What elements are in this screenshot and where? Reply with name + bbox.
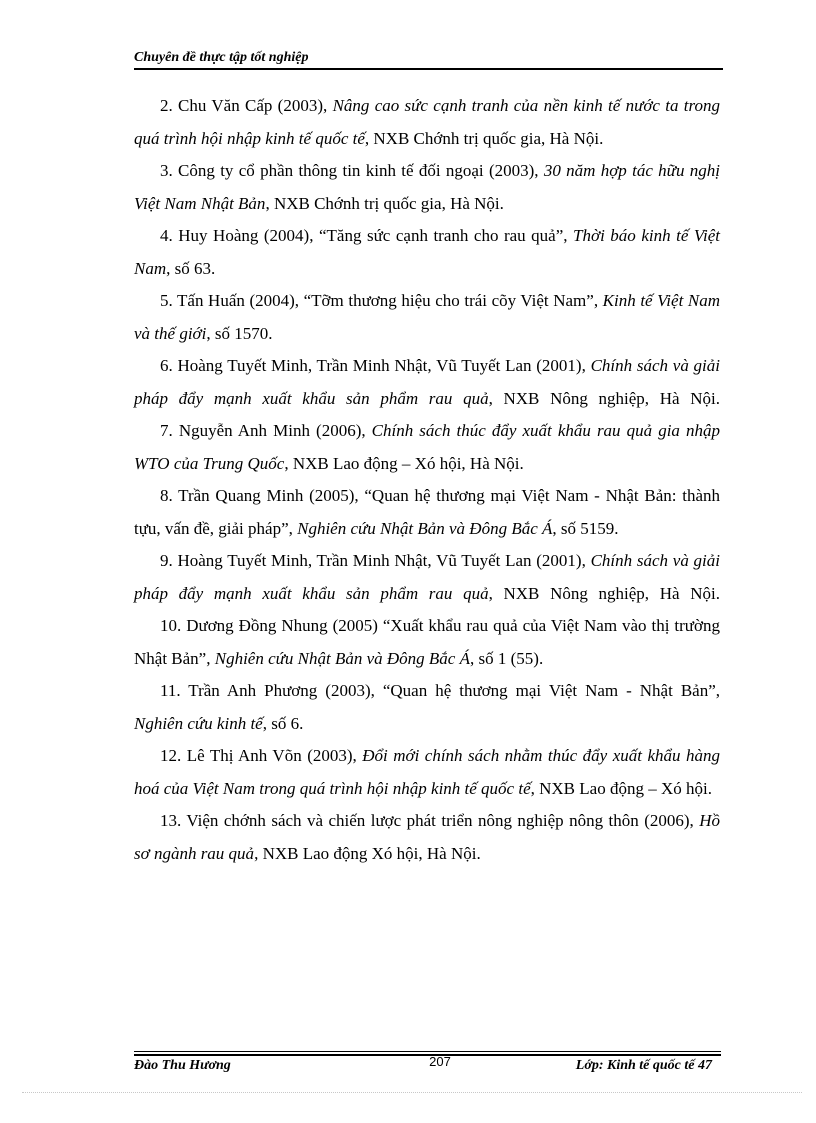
reference-item: 9. Hoàng Tuyết Minh, Trần Minh Nhật, Vũ Tuyết Lan (2001), Chính sách và giải pháp đẩy mạnh xuất khẩu sản phẩm rau quả, NXB Nông nghiệp, Hà Nội.: [134, 551, 721, 603]
footer-rule: [134, 1051, 721, 1052]
reference-item: 2. Chu Văn Cấp (2003), Nâng cao sức cạnh tranh của nền kinh tế nước ta trong quá trình hội nhập kinh tế quốc tế, NXB Chớnh trị quốc gia, Hà Nội.: [134, 96, 721, 148]
reference-item: 8. Trần Quang Minh (2005), “Quan hệ thương mại Việt Nam - Nhật Bản: thành tựu, vấn đề, giải pháp”, Nghiên cứu Nhật Bản và Đông Bắc Á, số 5159.: [134, 486, 720, 538]
reference-item: 11. Trần Anh Phương (2003), “Quan hệ thương mại Việt Nam - Nhật Bản”, Nghiên cứu kinh tế, số 6.: [134, 681, 720, 733]
running-header: Chuyên đề thực tập tốt nghiệp: [134, 50, 309, 65]
reference-item: 3. Công ty cổ phần thông tin kinh tế đối ngoại (2003), 30 năm hợp tác hữu nghị Việt Nam Nhật Bản, NXB Chớnh trị quốc gia, Hà Nội.: [134, 161, 720, 213]
reference-item: 12. Lê Thị Anh Võn (2003), Đổi mới chính sách nhằm thúc đẩy xuất khẩu hàng hoá của Việt Nam trong quá trình hội nhập kinh tế quốc tế, NXB Lao động – Xó hội.: [134, 746, 720, 798]
footer-class: Lớp: Kinh tế quốc tế 47: [575, 1058, 712, 1073]
page-number: 207: [429, 1054, 451, 1069]
reference-item: 7. Nguyễn Anh Minh (2006), Chính sách thúc đẩy xuất khẩu rau quả gia nhập WTO của Trung Quốc, NXB Lao động – Xó hội, Hà Nội.: [134, 421, 720, 473]
reference-item: 10. Dương Đồng Nhung (2005) “Xuất khẩu rau quả của Việt Nam vào thị trường Nhật Bản”, Nghiên cứu Nhật Bản và Đông Bắc Á, số 1 (55).: [134, 616, 720, 668]
footer-author: Đào Thu Hương: [134, 1058, 231, 1073]
header-rule: [134, 68, 723, 70]
reference-item: 13. Viện chớnh sách và chiến lược phát triển nông nghiệp nông thôn (2006), Hồ sơ ngành rau quả, NXB Lao động Xó hội, Hà Nội.: [134, 811, 720, 863]
reference-item: 5. Tấn Huấn (2004), “Tỡm thương hiệu cho trái cõy Việt Nam”, Kinh tế Việt Nam và thế giới, số 1570.: [134, 291, 720, 343]
reference-item: 6. Hoàng Tuyết Minh, Trần Minh Nhật, Vũ Tuyết Lan (2001), Chính sách và giải pháp đẩy mạnh xuất khẩu sản phẩm rau quả, NXB Nông nghiệp, Hà Nội.: [134, 356, 721, 408]
page-edge-divider: [22, 1092, 802, 1093]
reference-list: [134, 90, 720, 870]
reference-item: 4. Huy Hoàng (2004), “Tăng sức cạnh tranh cho rau quả”, Thời báo kinh tế Việt Nam, số 63.: [134, 226, 721, 278]
